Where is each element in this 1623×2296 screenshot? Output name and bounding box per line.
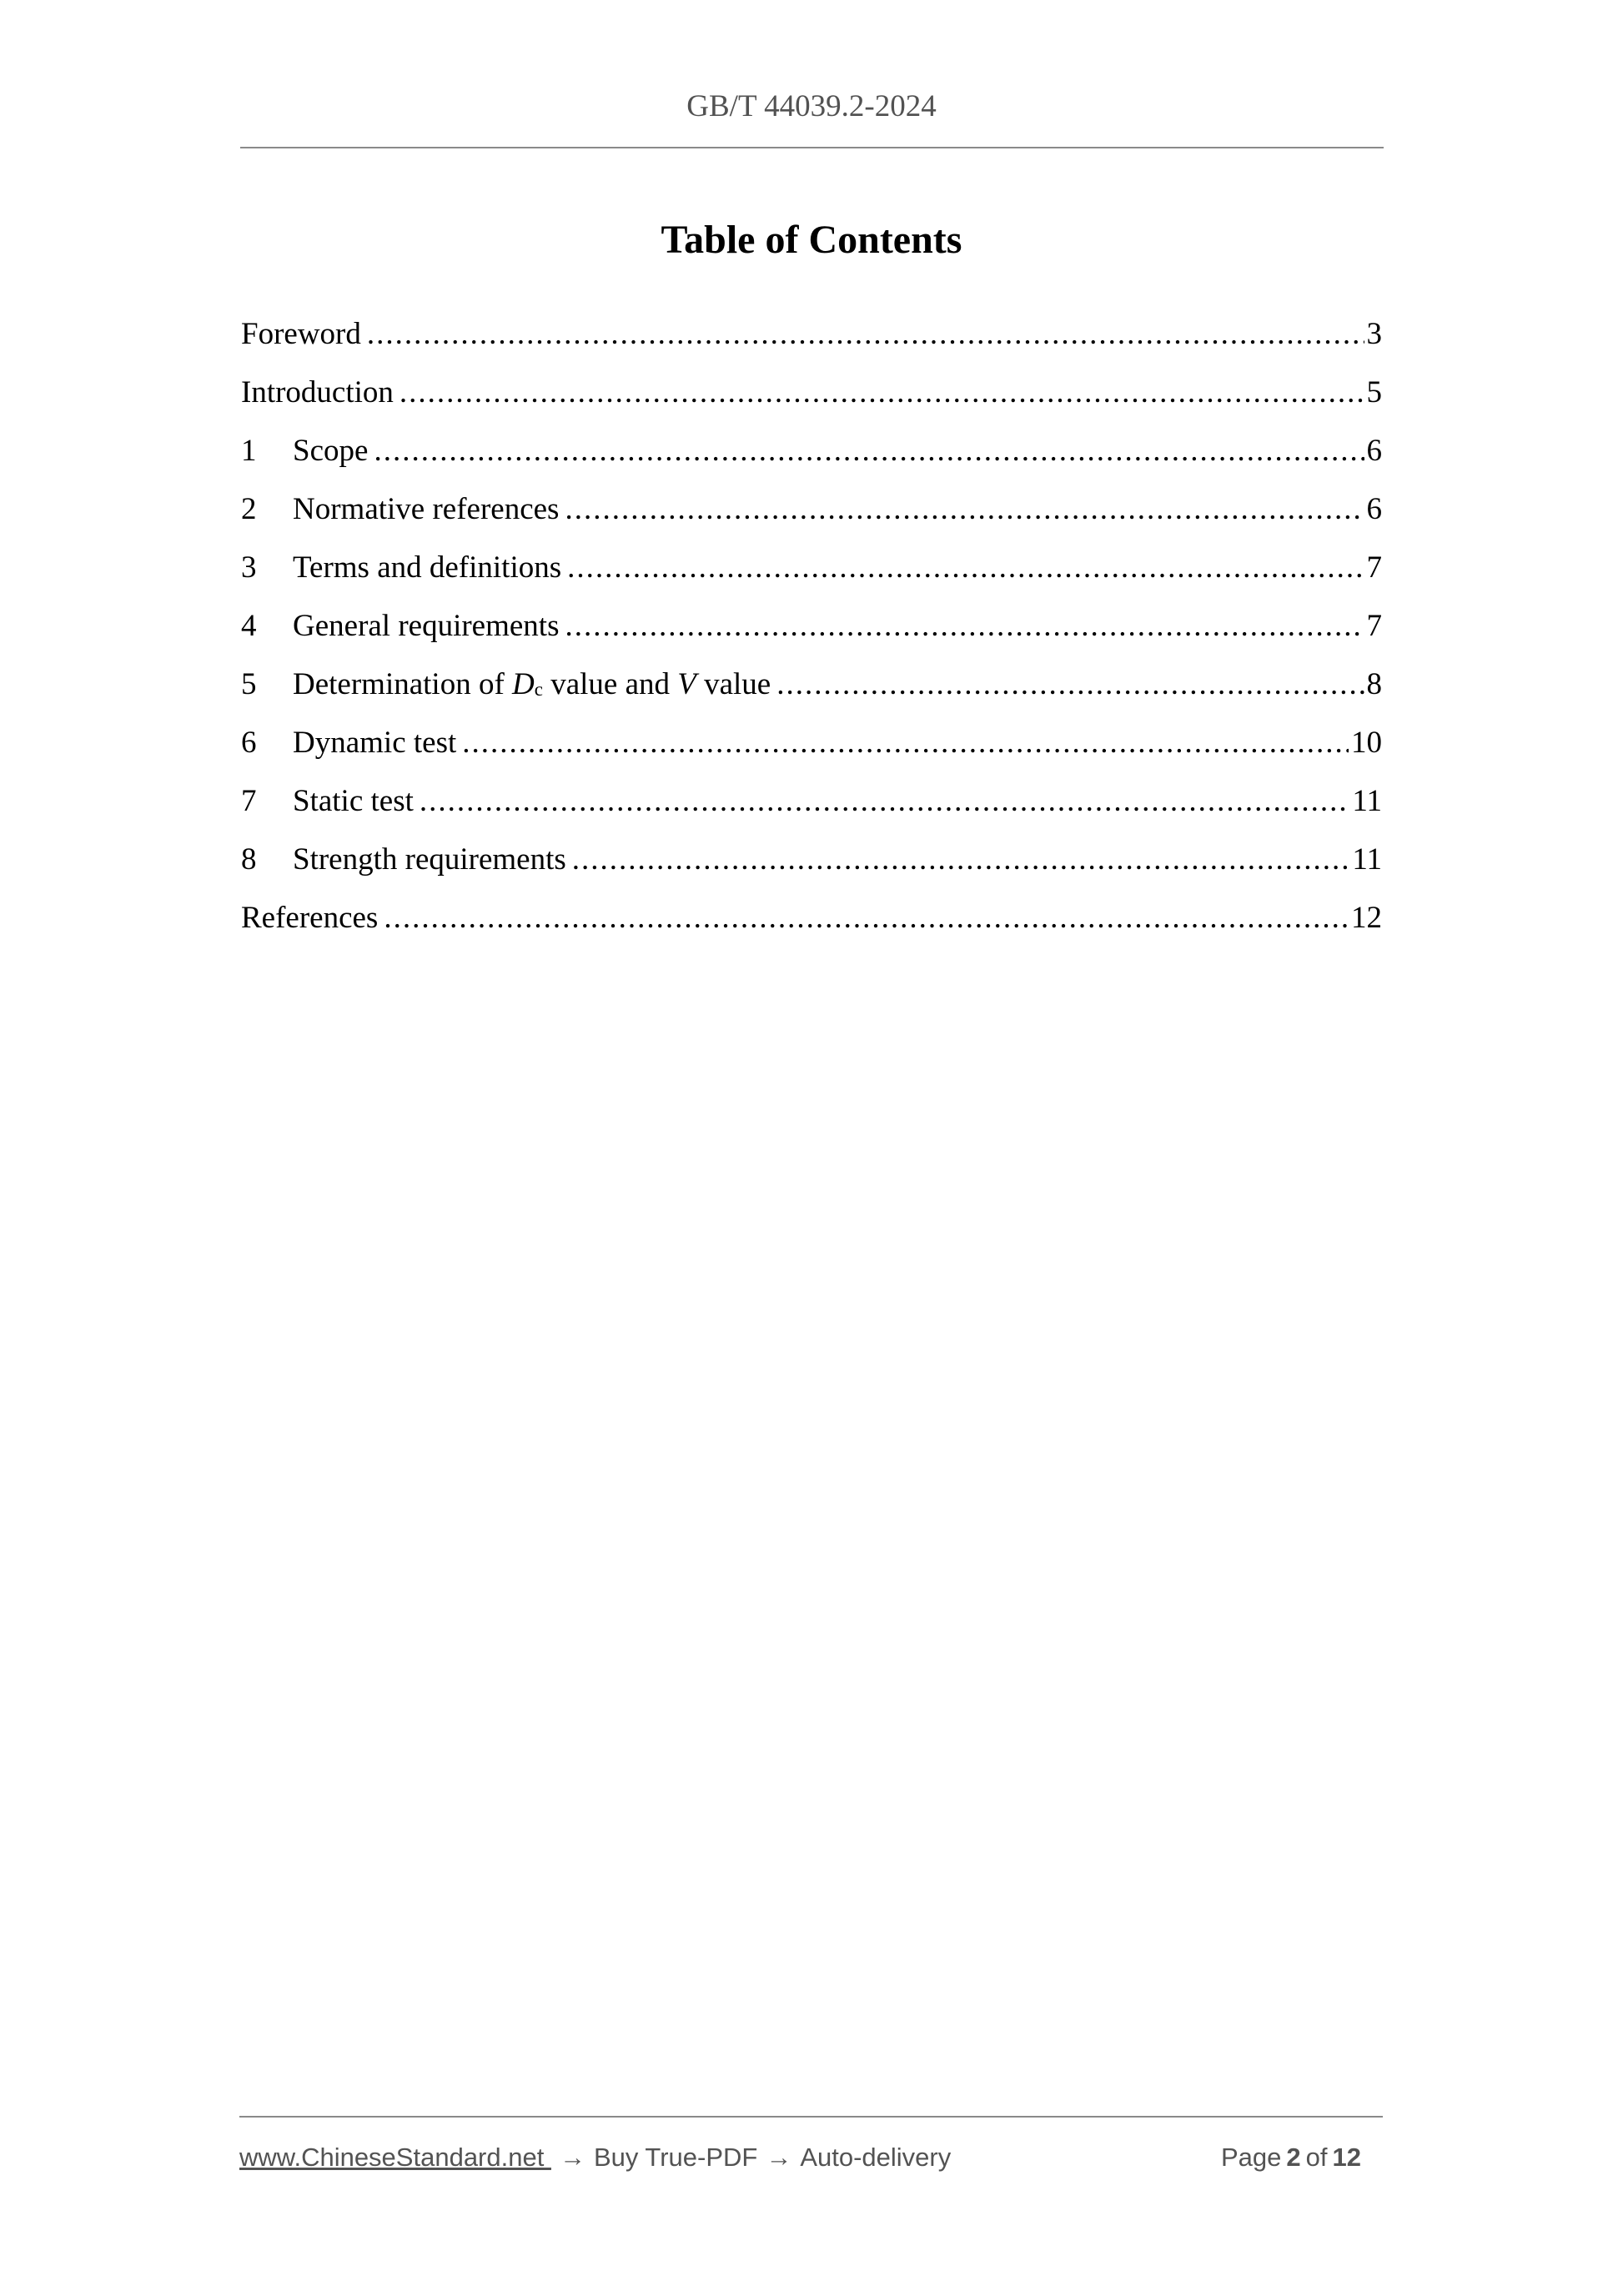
dot-leader	[374, 422, 1364, 480]
toc-entry-label: References	[241, 900, 379, 935]
toc-entry-number: 2	[241, 491, 257, 526]
toc-entry-page: 10	[1351, 725, 1382, 760]
toc-entry-label: Normative references	[293, 491, 560, 526]
toc-entry-page: 11	[1352, 783, 1382, 818]
footer-left	[239, 2143, 951, 2173]
dot-leader	[462, 714, 1349, 772]
header-rule	[240, 147, 1384, 148]
toc-entry-page: 7	[1366, 608, 1382, 643]
toc-entry-page: 6	[1366, 491, 1382, 526]
footer-delivery-text: Auto-delivery	[800, 2143, 952, 2172]
toc-entry[interactable]	[241, 714, 1382, 772]
toc-entry-page: 5	[1366, 374, 1382, 409]
toc-entry-number: 5	[241, 666, 257, 701]
toc-entry-number: 8	[241, 842, 257, 877]
toc-entry[interactable]	[241, 422, 1382, 480]
toc-entry-number: 7	[241, 783, 257, 818]
toc-entry[interactable]	[241, 305, 1382, 364]
toc-entry-page: 8	[1366, 666, 1382, 701]
page-footer	[239, 2116, 1383, 2173]
toc-entry-page: 12	[1351, 900, 1382, 935]
toc-entry[interactable]	[241, 364, 1382, 422]
toc-entry-label: Dynamic test	[293, 725, 457, 760]
footer-row	[239, 2118, 1383, 2173]
header-doc-number: GB/T 44039.2-2024	[686, 89, 937, 123]
toc-entry[interactable]	[241, 831, 1382, 889]
dot-leader	[399, 364, 1364, 422]
toc-entry-label: Terms and definitions	[293, 550, 562, 585]
toc-entry-page: 3	[1366, 316, 1382, 351]
dot-leader	[420, 772, 1349, 831]
toc-entry-label: Foreword	[241, 316, 361, 351]
toc-entry-label: General requirements	[293, 608, 560, 643]
page-indicator	[1221, 2143, 1383, 2173]
toc-entry-number: 4	[241, 608, 257, 643]
dot-leader	[367, 305, 1364, 364]
toc-entry-page: 6	[1366, 433, 1382, 468]
arrow-icon: →	[766, 2143, 792, 2172]
toc-entry-label: Scope	[293, 433, 369, 468]
toc-list	[241, 305, 1382, 947]
arrow-icon: →	[559, 2143, 585, 2172]
toc-entry[interactable]	[241, 889, 1382, 947]
page-total: 12	[1332, 2143, 1361, 2172]
toc-entry[interactable]	[241, 539, 1382, 597]
toc-entry[interactable]	[241, 772, 1382, 831]
dot-leader	[776, 656, 1364, 714]
of-word: of	[1305, 2143, 1328, 2172]
toc-entry-page: 7	[1366, 550, 1382, 585]
toc-entry-label: Determination of Dc value and V value	[293, 666, 771, 701]
toc-entry-label: Static test	[293, 783, 414, 818]
page-word: Page	[1221, 2143, 1282, 2172]
toc-entry[interactable]	[241, 480, 1382, 539]
dot-leader	[567, 539, 1364, 597]
dot-leader	[572, 831, 1350, 889]
toc-entry-page: 11	[1352, 842, 1382, 877]
toc-entry[interactable]	[241, 656, 1382, 714]
toc-entry-number: 3	[241, 550, 257, 585]
dot-leader	[565, 597, 1364, 656]
toc-entry-label: Introduction	[241, 374, 394, 409]
toc-entry-number: 6	[241, 725, 257, 760]
dot-leader	[565, 480, 1364, 539]
footer-buy-text: Buy True-PDF	[593, 2143, 758, 2172]
page-title: Table of Contents	[661, 218, 962, 263]
toc-entry[interactable]	[241, 597, 1382, 656]
page-current: 2	[1286, 2143, 1301, 2172]
dot-leader	[384, 889, 1349, 947]
toc-entry-label: Strength requirements	[293, 842, 566, 877]
website-link[interactable]: www.ChineseStandard.net	[239, 2143, 551, 2172]
toc-entry-number: 1	[241, 433, 257, 468]
